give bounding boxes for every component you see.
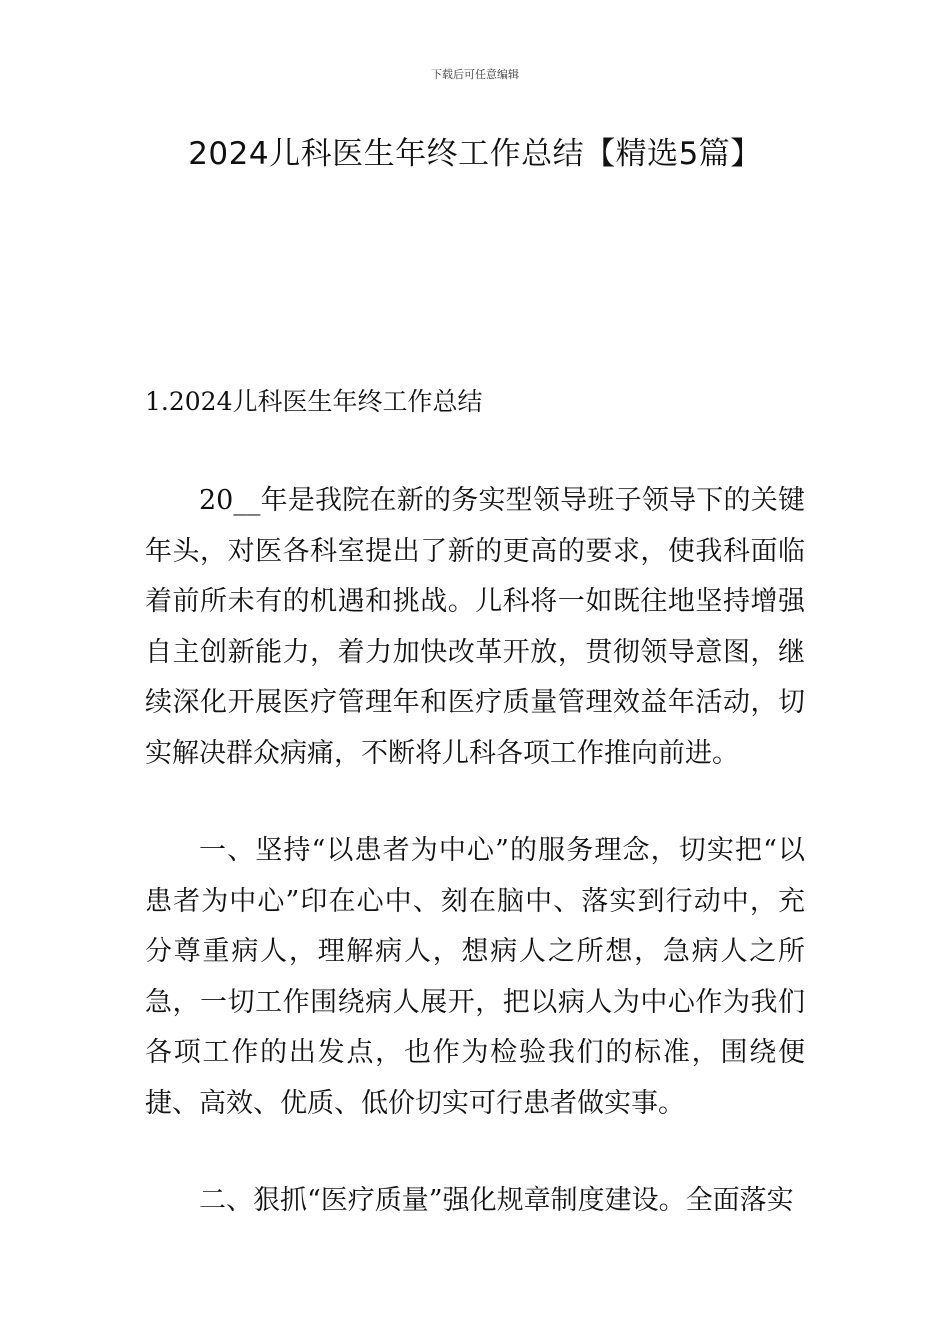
document-title: 2024儿科医生年终工作总结【精选5篇】: [188, 136, 762, 172]
paragraph-point-one: 一、坚持“以患者为中心”的服务理念，切实把“以患者为中心”印在心中、刻在脑中、落实到行动中，充分尊重病人，理解病人，想病人之所想，急病人之所急，一切工作围绕病人展开，把以病人为中心作为我们各项工作的出发点，也作为检验我们的标准，围绕便捷、高效、优质、低价切实可行患者做实事。: [145, 835, 805, 1119]
paragraph-point-two: 二、狠抓“医疗质量”强化规章制度建设。全面落实: [199, 1185, 794, 1216]
section-heading: 1.2024儿科医生年终工作总结: [145, 387, 483, 416]
paragraph-intro: 20__年是我院在新的务实型领导班子领导下的关键年头，对医各科室提出了新的更高的要求，使我科面临着前所未有的机遇和挑战。儿科将一如既往地坚持增强自主创新能力，着力加快改革开放，贯彻领导意图，继续深化开展医疗管理年和医疗质量管理效益年活动，切实解决群众病痛，不断将儿科各项工作推向前进。: [145, 485, 805, 769]
header-note: 下载后可任意编辑: [431, 68, 519, 81]
